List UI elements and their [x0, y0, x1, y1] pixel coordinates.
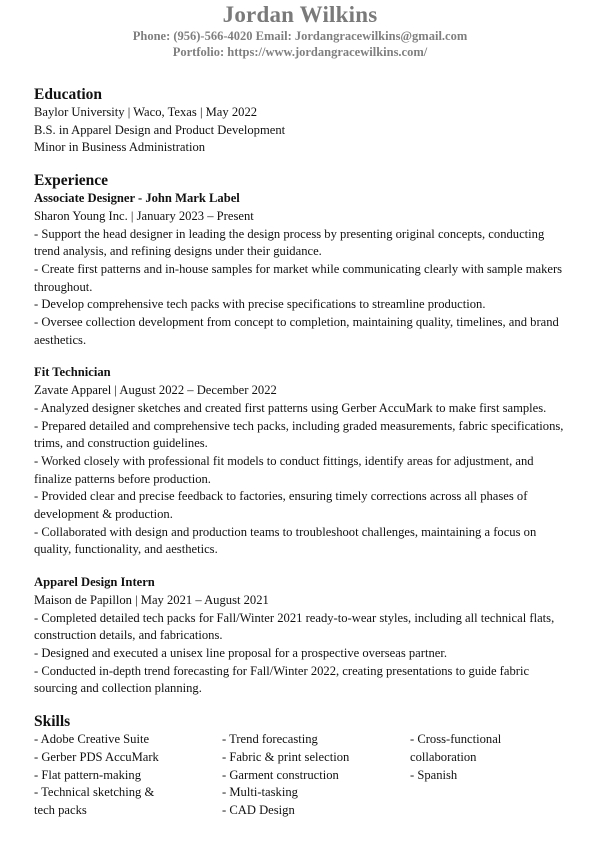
- portfolio-line: Portfolio: https://www.jordangracewilkins.com/: [172, 45, 428, 59]
- job-title: Fit Technician: [34, 365, 111, 380]
- job-meta: Maison de Papillon | May 2021 – August 2021: [34, 592, 269, 607]
- experience-section: [34, 172, 566, 698]
- skills-column: [222, 731, 410, 820]
- job-bullet: - Designed and executed a unisex line proposal for a prospective overseas partner.: [34, 645, 447, 660]
- job-meta: Zavate Apparel | August 2022 – December 2022: [34, 383, 277, 398]
- skill-item: - Gerber PDS AccuMark: [34, 749, 159, 764]
- job-bullet: - Completed detailed tech packs for Fall/Winter 2021 ready-to-wear styles, including all technical flats, construction details, and fabrications.: [34, 610, 555, 643]
- education-section: [34, 86, 566, 157]
- skill-item: - Technical sketching & tech packs: [34, 785, 155, 817]
- job-bullet: - Provided clear and precise feedback to factories, ensuring timely corrections across all phases of development & production.: [34, 489, 528, 522]
- experience-heading: Experience: [34, 172, 109, 190]
- job-bullet: - Create first patterns and in-house samples for market while communicating clearly with sample makers throughout.: [34, 261, 563, 294]
- skill-item: - CAD Design: [222, 802, 295, 817]
- job-bullet: - Conducted in-depth trend forecasting for Fall/Winter 2022, creating presentations to guide fabric sourcing and collection planning.: [34, 663, 530, 696]
- job-bullet: - Worked closely with professional fit models to conduct fittings, identify areas for adjustment, and finalize patterns before production.: [34, 453, 534, 486]
- skills-grid: [34, 731, 566, 820]
- education-heading: Education: [34, 86, 103, 103]
- job-meta: Sharon Young Inc. | January 2023 – Present: [34, 208, 254, 223]
- job-bullet: - Oversee collection development from concept to completion, maintaining quality, timelines, and brand aesthetics.: [34, 315, 559, 347]
- job-entry: [34, 364, 566, 559]
- skills-column: [34, 731, 222, 820]
- job-bullet: - Prepared detailed and comprehensive tech packs, including graded measurements, fabric specifications, trims, and construction guidelines.: [34, 418, 564, 451]
- skill-item: - Fabric & print selection: [222, 749, 350, 764]
- skill-item: - Adobe Creative Suite: [34, 732, 150, 747]
- skill-item: - Spanish: [410, 767, 458, 782]
- skill-item: - Flat pattern-making: [34, 767, 142, 782]
- resume-page: [0, 2, 600, 851]
- job-bullet: - Analyzed designer sketches and created first patterns using Gerber AccuMark to make first samples.: [34, 400, 547, 415]
- education-line: Baylor University | Waco, Texas | May 2022: [34, 105, 258, 119]
- contact-line: Phone: (956)-566-4020 Email: Jordangracewilkins@gmail.com: [132, 29, 468, 43]
- skill-item: - Garment construction: [222, 767, 339, 782]
- job-entry: [34, 574, 566, 698]
- skills-column: [410, 731, 560, 820]
- job-title: Apparel Design Intern: [34, 575, 155, 590]
- skills-heading: Skills: [34, 713, 71, 731]
- skill-item: - Trend forecasting: [222, 732, 318, 747]
- candidate-name: Jordan Wilkins: [222, 2, 378, 27]
- job-title: Associate Designer - John Mark Label: [34, 191, 240, 206]
- job-bullet: - Develop comprehensive tech packs with precise specifications to streamline production.: [34, 297, 486, 312]
- skill-item: - Cross-functional collaboration: [410, 732, 502, 764]
- job-entry: [34, 190, 566, 349]
- education-line: Minor in Business Administration: [34, 140, 206, 155]
- skills-section: [34, 713, 566, 820]
- job-bullet: - Support the head designer in leading the design process by presenting original concepts, conducting trend analysis, and refining designs under their guidance.: [34, 226, 545, 259]
- skill-item: - Multi-tasking: [222, 785, 298, 800]
- education-line: B.S. in Apparel Design and Product Development: [34, 122, 286, 137]
- job-bullet: - Collaborated with design and production teams to troubleshoot challenges, maintaining a focus on quality, functionality, and aesthetics.: [34, 524, 537, 557]
